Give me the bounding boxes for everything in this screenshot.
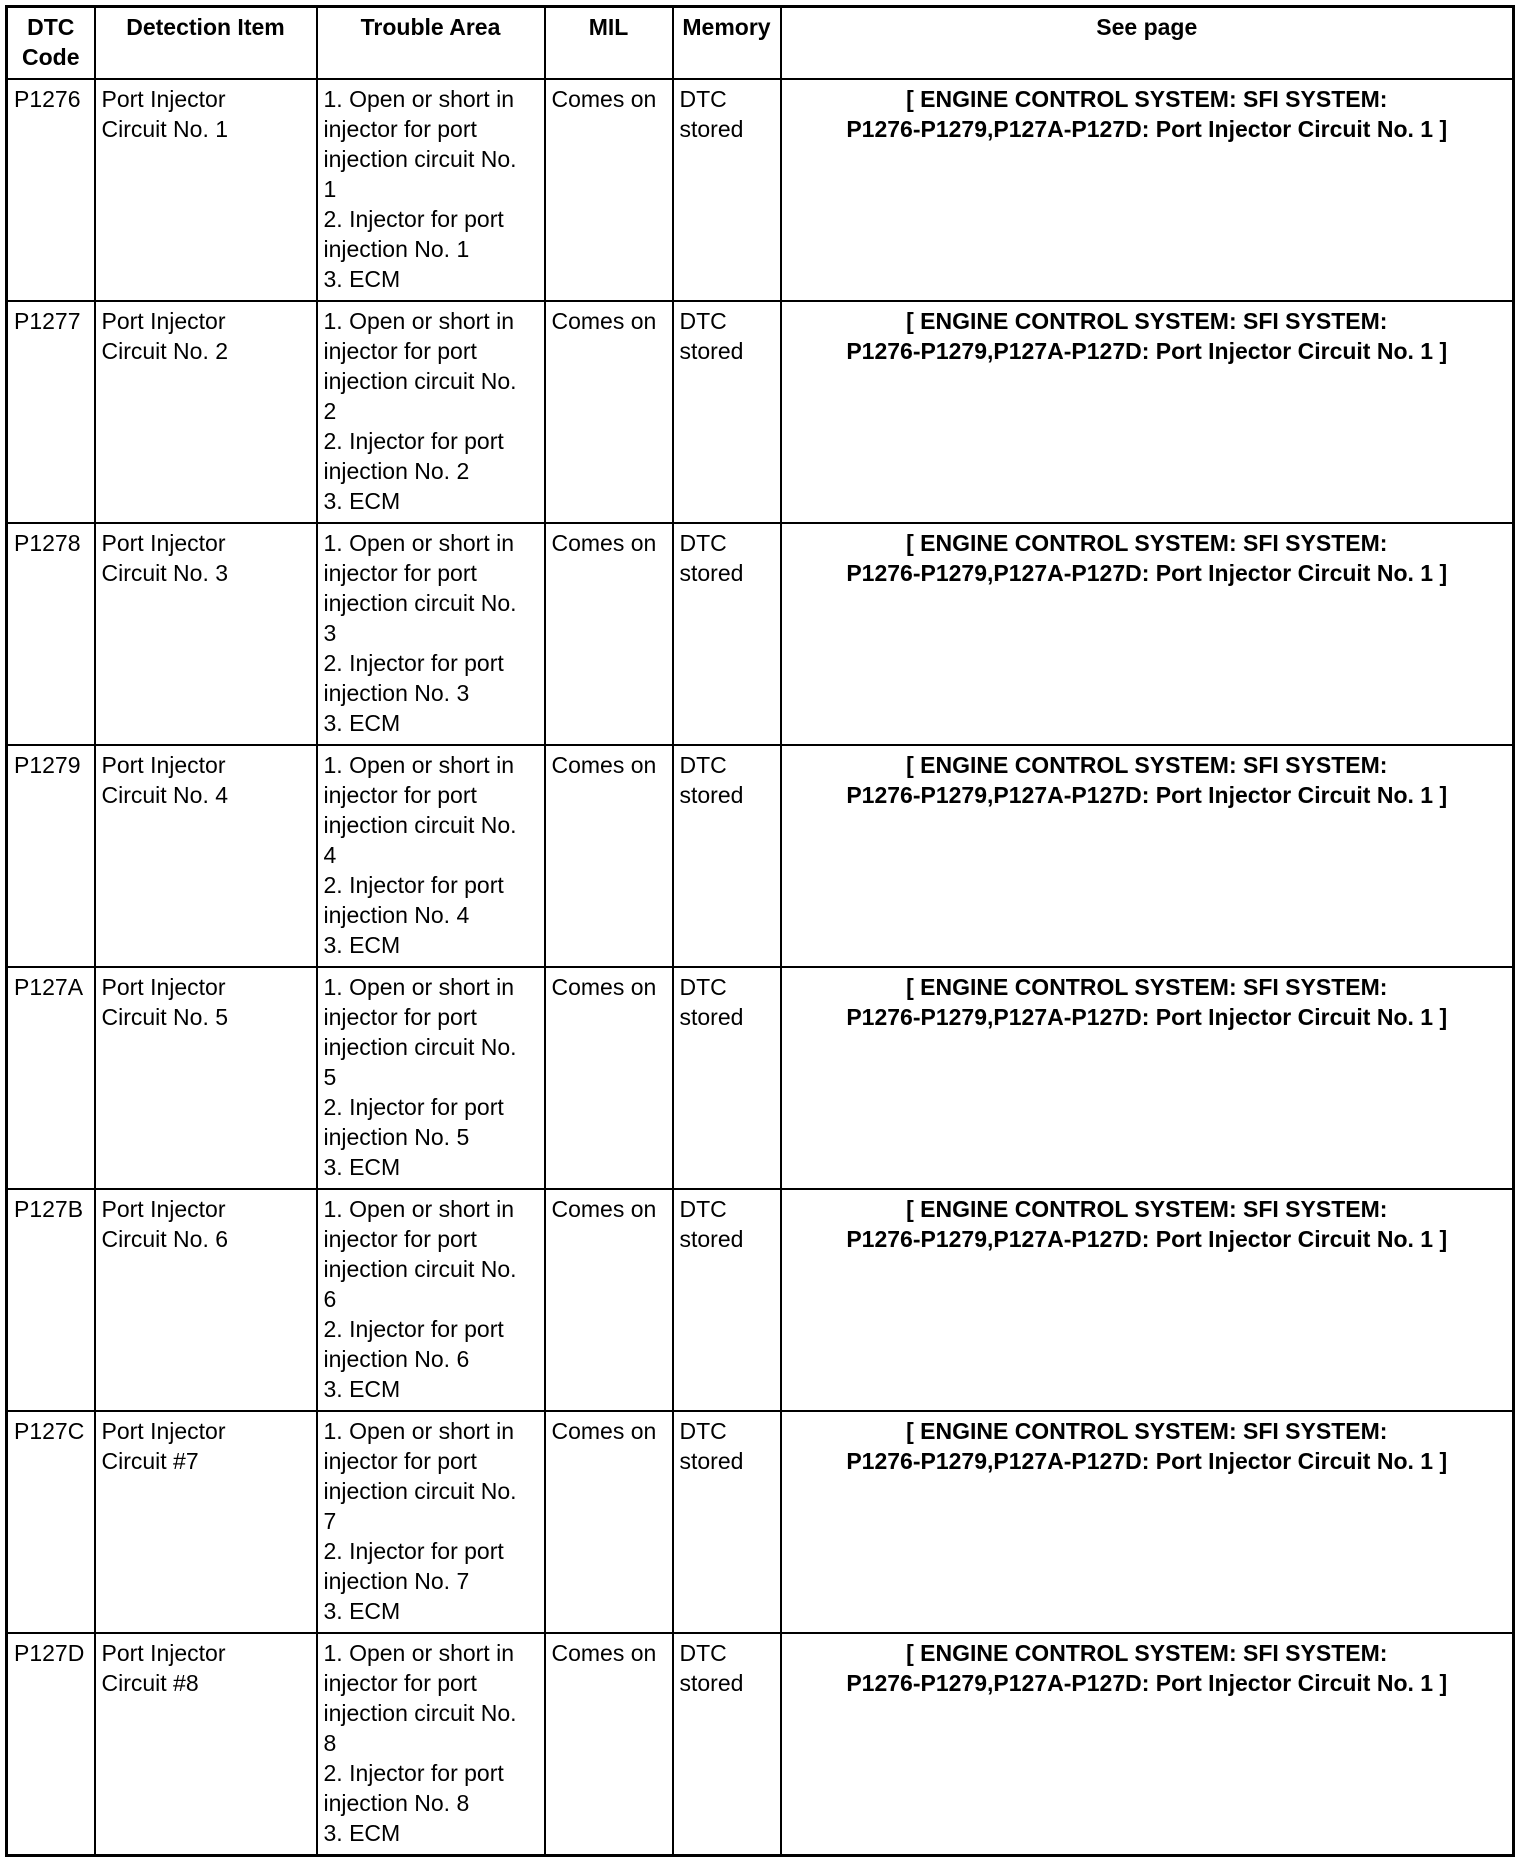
header-see-page: See page (781, 7, 1514, 80)
trouble-area-cell: 1. Open or short in injector for port injection circuit No. 3 2. Injector for port injection No. 3 3. ECM (317, 523, 545, 745)
table-row (7, 79, 1514, 301)
detection-item-cell: Port Injector Circuit No. 5 (95, 967, 317, 1189)
trouble-area-cell: 1. Open or short in injector for port injection circuit No. 6 2. Injector for port injection No. 6 3. ECM (317, 1189, 545, 1411)
mil-cell: Comes on (545, 745, 673, 967)
memory-cell: DTC stored (673, 1189, 781, 1411)
table-row (7, 967, 1514, 1189)
memory-cell: DTC stored (673, 79, 781, 301)
table-row (7, 1633, 1514, 1856)
dtc-code-cell: P127B (7, 1189, 95, 1411)
memory-cell: DTC stored (673, 301, 781, 523)
mil-cell: Comes on (545, 523, 673, 745)
table-row (7, 301, 1514, 523)
see-page-link[interactable]: [ ENGINE CONTROL SYSTEM: SFI SYSTEM: P1276-P1279,P127A-P127D: Port Injector Circuit No. 1 ] (781, 523, 1514, 745)
header-dtc-code: DTC Code (7, 7, 95, 80)
memory-cell: DTC stored (673, 745, 781, 967)
header-row (7, 7, 1514, 80)
header-trouble-area: Trouble Area (317, 7, 545, 80)
detection-item-cell: Port Injector Circuit No. 2 (95, 301, 317, 523)
mil-cell: Comes on (545, 1411, 673, 1633)
header-detection-item: Detection Item (95, 7, 317, 80)
see-page-link[interactable]: [ ENGINE CONTROL SYSTEM: SFI SYSTEM: P1276-P1279,P127A-P127D: Port Injector Circuit No. 1 ] (781, 1633, 1514, 1856)
dtc-code-cell: P1278 (7, 523, 95, 745)
detection-item-cell: Port Injector Circuit #8 (95, 1633, 317, 1856)
trouble-area-cell: 1. Open or short in injector for port injection circuit No. 8 2. Injector for port injection No. 8 3. ECM (317, 1633, 545, 1856)
header-memory: Memory (673, 7, 781, 80)
memory-cell: DTC stored (673, 1633, 781, 1856)
memory-cell: DTC stored (673, 523, 781, 745)
trouble-area-cell: 1. Open or short in injector for port injection circuit No. 5 2. Injector for port injection No. 5 3. ECM (317, 967, 545, 1189)
trouble-area-cell: 1. Open or short in injector for port injection circuit No. 4 2. Injector for port injection No. 4 3. ECM (317, 745, 545, 967)
mil-cell: Comes on (545, 301, 673, 523)
see-page-link[interactable]: [ ENGINE CONTROL SYSTEM: SFI SYSTEM: P1276-P1279,P127A-P127D: Port Injector Circuit No. 1 ] (781, 301, 1514, 523)
dtc-code-cell: P127D (7, 1633, 95, 1856)
dtc-code-cell: P1277 (7, 301, 95, 523)
see-page-link[interactable]: [ ENGINE CONTROL SYSTEM: SFI SYSTEM: P1276-P1279,P127A-P127D: Port Injector Circuit No. 1 ] (781, 745, 1514, 967)
header-mil: MIL (545, 7, 673, 80)
table-row (7, 745, 1514, 967)
detection-item-cell: Port Injector Circuit #7 (95, 1411, 317, 1633)
mil-cell: Comes on (545, 1189, 673, 1411)
dtc-code-cell: P1276 (7, 79, 95, 301)
memory-cell: DTC stored (673, 1411, 781, 1633)
trouble-area-cell: 1. Open or short in injector for port injection circuit No. 7 2. Injector for port injection No. 7 3. ECM (317, 1411, 545, 1633)
see-page-link[interactable]: [ ENGINE CONTROL SYSTEM: SFI SYSTEM: P1276-P1279,P127A-P127D: Port Injector Circuit No. 1 ] (781, 1411, 1514, 1633)
see-page-link[interactable]: [ ENGINE CONTROL SYSTEM: SFI SYSTEM: P1276-P1279,P127A-P127D: Port Injector Circuit No. 1 ] (781, 1189, 1514, 1411)
trouble-area-cell: 1. Open or short in injector for port injection circuit No. 1 2. Injector for port injection No. 1 3. ECM (317, 79, 545, 301)
dtc-code-cell: P127C (7, 1411, 95, 1633)
trouble-area-cell: 1. Open or short in injector for port injection circuit No. 2 2. Injector for port injection No. 2 3. ECM (317, 301, 545, 523)
detection-item-cell: Port Injector Circuit No. 3 (95, 523, 317, 745)
mil-cell: Comes on (545, 79, 673, 301)
table-row (7, 1411, 1514, 1633)
see-page-link[interactable]: [ ENGINE CONTROL SYSTEM: SFI SYSTEM: P1276-P1279,P127A-P127D: Port Injector Circuit No. 1 ] (781, 79, 1514, 301)
memory-cell: DTC stored (673, 967, 781, 1189)
dtc-code-cell: P127A (7, 967, 95, 1189)
mil-cell: Comes on (545, 1633, 673, 1856)
mil-cell: Comes on (545, 967, 673, 1189)
table-row (7, 1189, 1514, 1411)
table-row (7, 523, 1514, 745)
detection-item-cell: Port Injector Circuit No. 6 (95, 1189, 317, 1411)
detection-item-cell: Port Injector Circuit No. 4 (95, 745, 317, 967)
dtc-code-cell: P1279 (7, 745, 95, 967)
table-body (7, 79, 1514, 1856)
dtc-table (5, 5, 1515, 1857)
detection-item-cell: Port Injector Circuit No. 1 (95, 79, 317, 301)
see-page-link[interactable]: [ ENGINE CONTROL SYSTEM: SFI SYSTEM: P1276-P1279,P127A-P127D: Port Injector Circuit No. 1 ] (781, 967, 1514, 1189)
